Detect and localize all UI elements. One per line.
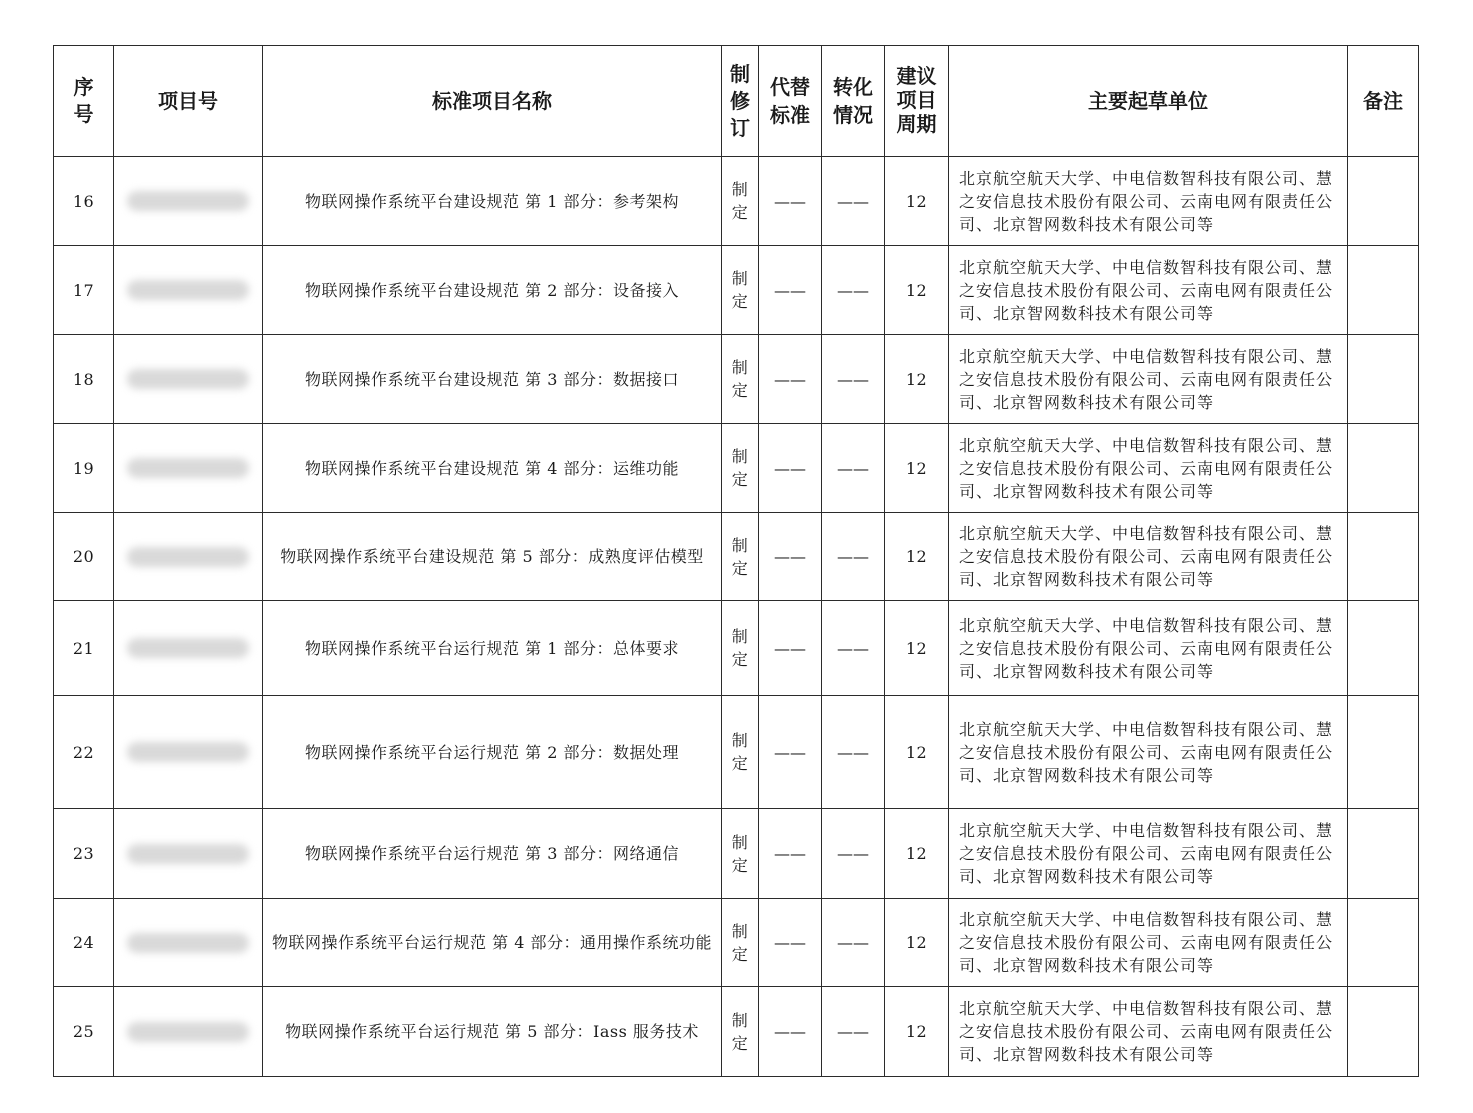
cell-seq: 17 — [54, 246, 114, 335]
cell-seq: 16 — [54, 157, 114, 246]
table-row — [54, 246, 1419, 335]
cell-type: 制定 — [722, 246, 759, 335]
table-header-row — [54, 46, 1419, 157]
cell-seq: 25 — [54, 987, 114, 1077]
cell-replace: —— — [759, 696, 822, 809]
redacted-project-no — [127, 844, 249, 864]
cell-conversion: —— — [822, 246, 885, 335]
cell-remarks — [1348, 246, 1419, 335]
table-row — [54, 601, 1419, 696]
cell-replace: —— — [759, 157, 822, 246]
table-row — [54, 899, 1419, 987]
cell-conversion: —— — [822, 987, 885, 1077]
cell-remarks — [1348, 696, 1419, 809]
cell-cycle: 12 — [885, 601, 949, 696]
cell-conversion: —— — [822, 513, 885, 601]
cell-remarks — [1348, 513, 1419, 601]
redacted-project-no — [127, 280, 249, 300]
cell-conversion: —— — [822, 696, 885, 809]
cell-type: 制定 — [722, 809, 759, 899]
cell-conversion: —— — [822, 899, 885, 987]
cell-project-no — [114, 899, 263, 987]
cell-drafters: 北京航空航天大学、中电信数智科技有限公司、慧之安信息技术股份有限公司、云南电网有限责任公司、北京智网数科技术有限公司等 — [949, 809, 1348, 899]
cell-type: 制定 — [722, 899, 759, 987]
cell-seq: 21 — [54, 601, 114, 696]
cell-seq: 18 — [54, 335, 114, 424]
redacted-project-no — [127, 742, 249, 762]
cell-name: 物联网操作系统平台运行规范 第 2 部分：数据处理 — [263, 696, 722, 809]
cell-drafters: 北京航空航天大学、中电信数智科技有限公司、慧之安信息技术股份有限公司、云南电网有限责任公司、北京智网数科技术有限公司等 — [949, 899, 1348, 987]
cell-project-no — [114, 335, 263, 424]
cell-cycle: 12 — [885, 424, 949, 513]
cell-conversion: —— — [822, 335, 885, 424]
cell-replace: —— — [759, 335, 822, 424]
cell-seq: 22 — [54, 696, 114, 809]
cell-drafters: 北京航空航天大学、中电信数智科技有限公司、慧之安信息技术股份有限公司、云南电网有限责任公司、北京智网数科技术有限公司等 — [949, 246, 1348, 335]
cell-drafters: 北京航空航天大学、中电信数智科技有限公司、慧之安信息技术股份有限公司、云南电网有限责任公司、北京智网数科技术有限公司等 — [949, 987, 1348, 1077]
cell-remarks — [1348, 157, 1419, 246]
table-row — [54, 987, 1419, 1077]
header-seq: 序号 — [54, 46, 114, 157]
table-row — [54, 424, 1419, 513]
cell-project-no — [114, 424, 263, 513]
cell-type: 制定 — [722, 424, 759, 513]
cell-seq: 24 — [54, 899, 114, 987]
cell-cycle: 12 — [885, 987, 949, 1077]
redacted-project-no — [127, 547, 249, 567]
cell-cycle: 12 — [885, 246, 949, 335]
cell-name: 物联网操作系统平台运行规范 第 4 部分：通用操作系统功能 — [263, 899, 722, 987]
cell-name: 物联网操作系统平台运行规范 第 3 部分：网络通信 — [263, 809, 722, 899]
header-replace: 代替标准 — [759, 46, 822, 157]
table-row — [54, 696, 1419, 809]
standards-table — [53, 45, 1419, 1077]
cell-type: 制定 — [722, 335, 759, 424]
cell-replace: —— — [759, 809, 822, 899]
cell-type: 制定 — [722, 157, 759, 246]
cell-remarks — [1348, 424, 1419, 513]
cell-name: 物联网操作系统平台运行规范 第 1 部分：总体要求 — [263, 601, 722, 696]
table-row — [54, 157, 1419, 246]
redacted-project-no — [127, 638, 249, 658]
cell-conversion: —— — [822, 809, 885, 899]
redacted-project-no — [127, 369, 249, 389]
cell-cycle: 12 — [885, 335, 949, 424]
cell-type: 制定 — [722, 696, 759, 809]
cell-seq: 23 — [54, 809, 114, 899]
cell-replace: —— — [759, 513, 822, 601]
cell-name: 物联网操作系统平台建设规范 第 2 部分：设备接入 — [263, 246, 722, 335]
header-cycle: 建议项目周期 — [885, 46, 949, 157]
header-remarks: 备注 — [1348, 46, 1419, 157]
cell-cycle: 12 — [885, 157, 949, 246]
cell-type: 制定 — [722, 987, 759, 1077]
cell-conversion: —— — [822, 424, 885, 513]
header-drafters: 主要起草单位 — [949, 46, 1348, 157]
table-row — [54, 809, 1419, 899]
cell-cycle: 12 — [885, 899, 949, 987]
cell-drafters: 北京航空航天大学、中电信数智科技有限公司、慧之安信息技术股份有限公司、云南电网有限责任公司、北京智网数科技术有限公司等 — [949, 335, 1348, 424]
cell-conversion: —— — [822, 601, 885, 696]
cell-seq: 19 — [54, 424, 114, 513]
header-conversion: 转化情况 — [822, 46, 885, 157]
cell-project-no — [114, 601, 263, 696]
cell-replace: —— — [759, 246, 822, 335]
redacted-project-no — [127, 191, 249, 211]
header-project-no: 项目号 — [114, 46, 263, 157]
table-row — [54, 335, 1419, 424]
cell-replace: —— — [759, 601, 822, 696]
cell-project-no — [114, 809, 263, 899]
cell-remarks — [1348, 899, 1419, 987]
cell-drafters: 北京航空航天大学、中电信数智科技有限公司、慧之安信息技术股份有限公司、云南电网有限责任公司、北京智网数科技术有限公司等 — [949, 601, 1348, 696]
cell-replace: —— — [759, 987, 822, 1077]
cell-conversion: —— — [822, 157, 885, 246]
cell-drafters: 北京航空航天大学、中电信数智科技有限公司、慧之安信息技术股份有限公司、云南电网有限责任公司、北京智网数科技术有限公司等 — [949, 513, 1348, 601]
cell-type: 制定 — [722, 601, 759, 696]
cell-remarks — [1348, 987, 1419, 1077]
cell-name: 物联网操作系统平台运行规范 第 5 部分：Iass 服务技术 — [263, 987, 722, 1077]
cell-cycle: 12 — [885, 513, 949, 601]
table-row — [54, 513, 1419, 601]
cell-type: 制定 — [722, 513, 759, 601]
cell-remarks — [1348, 335, 1419, 424]
header-name: 标准项目名称 — [263, 46, 722, 157]
cell-name: 物联网操作系统平台建设规范 第 1 部分：参考架构 — [263, 157, 722, 246]
cell-seq: 20 — [54, 513, 114, 601]
cell-project-no — [114, 157, 263, 246]
redacted-project-no — [127, 1022, 249, 1042]
cell-drafters: 北京航空航天大学、中电信数智科技有限公司、慧之安信息技术股份有限公司、云南电网有限责任公司、北京智网数科技术有限公司等 — [949, 157, 1348, 246]
cell-name: 物联网操作系统平台建设规范 第 3 部分：数据接口 — [263, 335, 722, 424]
cell-replace: —— — [759, 424, 822, 513]
cell-cycle: 12 — [885, 696, 949, 809]
cell-drafters: 北京航空航天大学、中电信数智科技有限公司、慧之安信息技术股份有限公司、云南电网有限责任公司、北京智网数科技术有限公司等 — [949, 424, 1348, 513]
cell-remarks — [1348, 601, 1419, 696]
cell-cycle: 12 — [885, 809, 949, 899]
redacted-project-no — [127, 933, 249, 953]
cell-remarks — [1348, 809, 1419, 899]
cell-project-no — [114, 696, 263, 809]
cell-project-no — [114, 513, 263, 601]
cell-project-no — [114, 246, 263, 335]
cell-drafters: 北京航空航天大学、中电信数智科技有限公司、慧之安信息技术股份有限公司、云南电网有限责任公司、北京智网数科技术有限公司等 — [949, 696, 1348, 809]
cell-name: 物联网操作系统平台建设规范 第 4 部分：运维功能 — [263, 424, 722, 513]
cell-replace: —— — [759, 899, 822, 987]
cell-name: 物联网操作系统平台建设规范 第 5 部分：成熟度评估模型 — [263, 513, 722, 601]
header-type: 制修订 — [722, 46, 759, 157]
redacted-project-no — [127, 458, 249, 478]
cell-project-no — [114, 987, 263, 1077]
